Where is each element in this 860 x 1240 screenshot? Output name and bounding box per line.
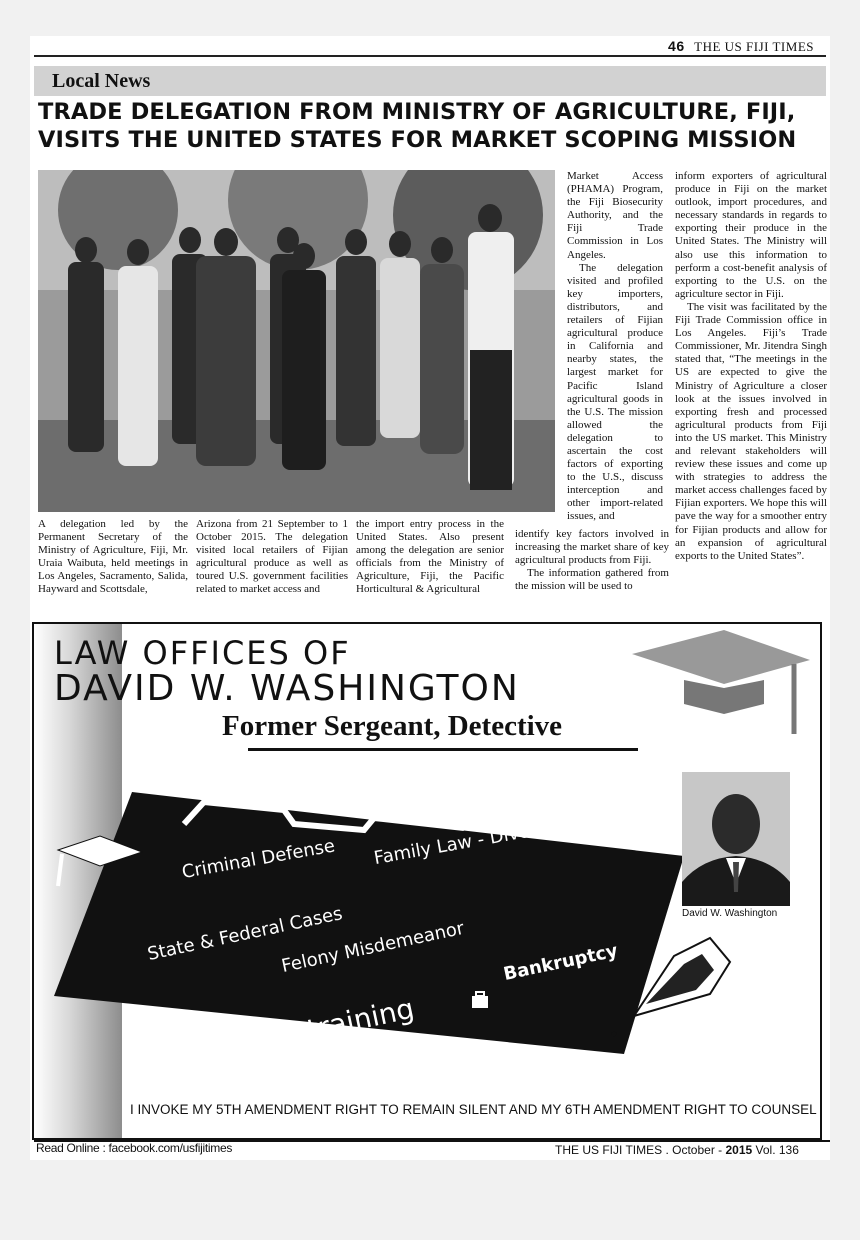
article-headline — [38, 98, 828, 154]
article-paragraph: The delegation visited and profiled key importers, distributors, and retailers of Fijian agricultural produce in California and nearby states, the largest market for Pacific Island agricultural goods in the U.S. The mission allowed the delegation to ascertain the cost factors of exporting to the U.S., discuss interception and other import-related issues, and — [567, 261, 663, 523]
service-restraining: Restraining — [255, 991, 418, 1057]
attorney-portrait-illustration — [682, 772, 790, 906]
header-rule — [34, 55, 826, 57]
footer-online-link: Read Online : facebook.com/usfijitimes — [36, 1141, 233, 1155]
delegation-photo — [38, 170, 555, 512]
footer-year: 2015 — [725, 1143, 753, 1157]
service-criminal-defense: Criminal Defense — [180, 835, 337, 883]
article-paragraph: The information gathered from the mission will be used to — [515, 567, 669, 593]
ad-heading-line-1: LAW OFFICES OF — [54, 634, 351, 672]
ad-subtitle-rule — [248, 748, 638, 751]
article-paragraph: A delegation led by the Permanent Secretary of the Ministry of Agriculture, Fiji, Mr. Uraia Waibuta, held meetings in Los Angeles, Sacramento, Salida, Hayward and Scottsdale, — [38, 518, 188, 596]
service-felony-misdemeanor: Felony Misdemeanor — [279, 917, 467, 977]
service-state-federal: State & Federal Cases — [145, 903, 345, 965]
page-number: 46 — [668, 38, 685, 54]
service-bankruptcy: Bankruptcy — [501, 940, 620, 985]
service-orders: Orders — [303, 1047, 403, 1099]
article-column-1 — [38, 518, 188, 597]
article-paragraph: Market Access (PHAMA) Program, the Fiji Biosecurity Authority, and the Fiji Trade Commission in Los Angeles. — [567, 170, 663, 261]
footer-issue-prefix: THE US FIJI TIMES . October - — [555, 1143, 726, 1157]
newspaper-page — [30, 36, 830, 1160]
delegation-photo-illustration — [38, 170, 555, 512]
article-paragraph: the import entry process in the United States. Also present among the delegation are senior officials from the Ministry of Agriculture, Fiji, the Pacific Horticultural & Agricultural — [356, 518, 504, 596]
article-paragraph: Arizona from 21 September to 1 October 2015. The delegation visited local retailers of Fijian agricultural produce as well as toured U.S. government facilities related to market access and — [196, 518, 348, 596]
footer-volume: Vol. 136 — [752, 1143, 799, 1157]
law-office-advertisement — [32, 622, 822, 1140]
section-title: Local News — [34, 66, 826, 96]
ad-heading-line-2: DAVID W. WASHINGTON — [54, 668, 520, 709]
article-paragraph: The visit was facilitated by the Fiji Trade Commission office in Los Angeles. Fiji’s Trade Commissioner, Mr. Jitendra Singh stated that, “The meetings in the US are expected to give the Ministry of Agriculture a closer look at the issues involved in exporting fresh and processed agricultural products from Fiji into the US market. This Ministry and relevant stakeholders will review these issues and come up with strategies to address the market access challenges faced by Fijian exporters. We hope this will pave the way for a smoother entry for Fijian products and allow for an expansion of agricultural exports to the United States”. — [675, 300, 827, 562]
attorney-portrait — [682, 772, 790, 906]
article-column-5 — [675, 170, 827, 563]
portrait-caption: David W. Washington — [682, 908, 778, 919]
ad-subtitle: Former Sergeant, Detective — [222, 710, 563, 742]
article-column-2 — [196, 518, 348, 597]
phone-number: 415-269-2627 — [417, 1051, 615, 1107]
page-header — [668, 38, 814, 55]
ad-footer-text: I INVOKE MY 5TH AMENDMENT RIGHT TO REMAIN SILENT AND MY 6TH AMENDMENT RIGHT TO COUNSEL — [130, 1102, 817, 1117]
article-column-4 — [567, 170, 663, 524]
headline-line-1: TRADE DELEGATION FROM MINISTRY OF AGRICULTURE, FIJI, — [38, 99, 796, 125]
article-column-4-continued — [515, 528, 669, 593]
service-family-law: Family Law - Divorce — [372, 816, 560, 869]
graduation-cap-icon — [632, 630, 810, 734]
publication-name: THE US FIJI TIMES — [694, 39, 814, 54]
article-paragraph: identify key factors involved in increasing the market share of key agricultural products from Fiji. — [515, 528, 669, 567]
headline-line-2: VISITS THE UNITED STATES FOR MARKET SCOPING MISSION — [38, 127, 797, 153]
article-column-3 — [356, 518, 504, 597]
footer-issue-info — [555, 1143, 799, 1157]
article-paragraph: inform exporters of agricultural produce in Fiji on the market outlook, import procedures, and necessary standards in regards to exporting their produce in the United States. The Ministry will also use this information to perform a cost-benefit analysis of exporting to the U.S. on the agriculture sector in Fiji. — [675, 170, 827, 300]
